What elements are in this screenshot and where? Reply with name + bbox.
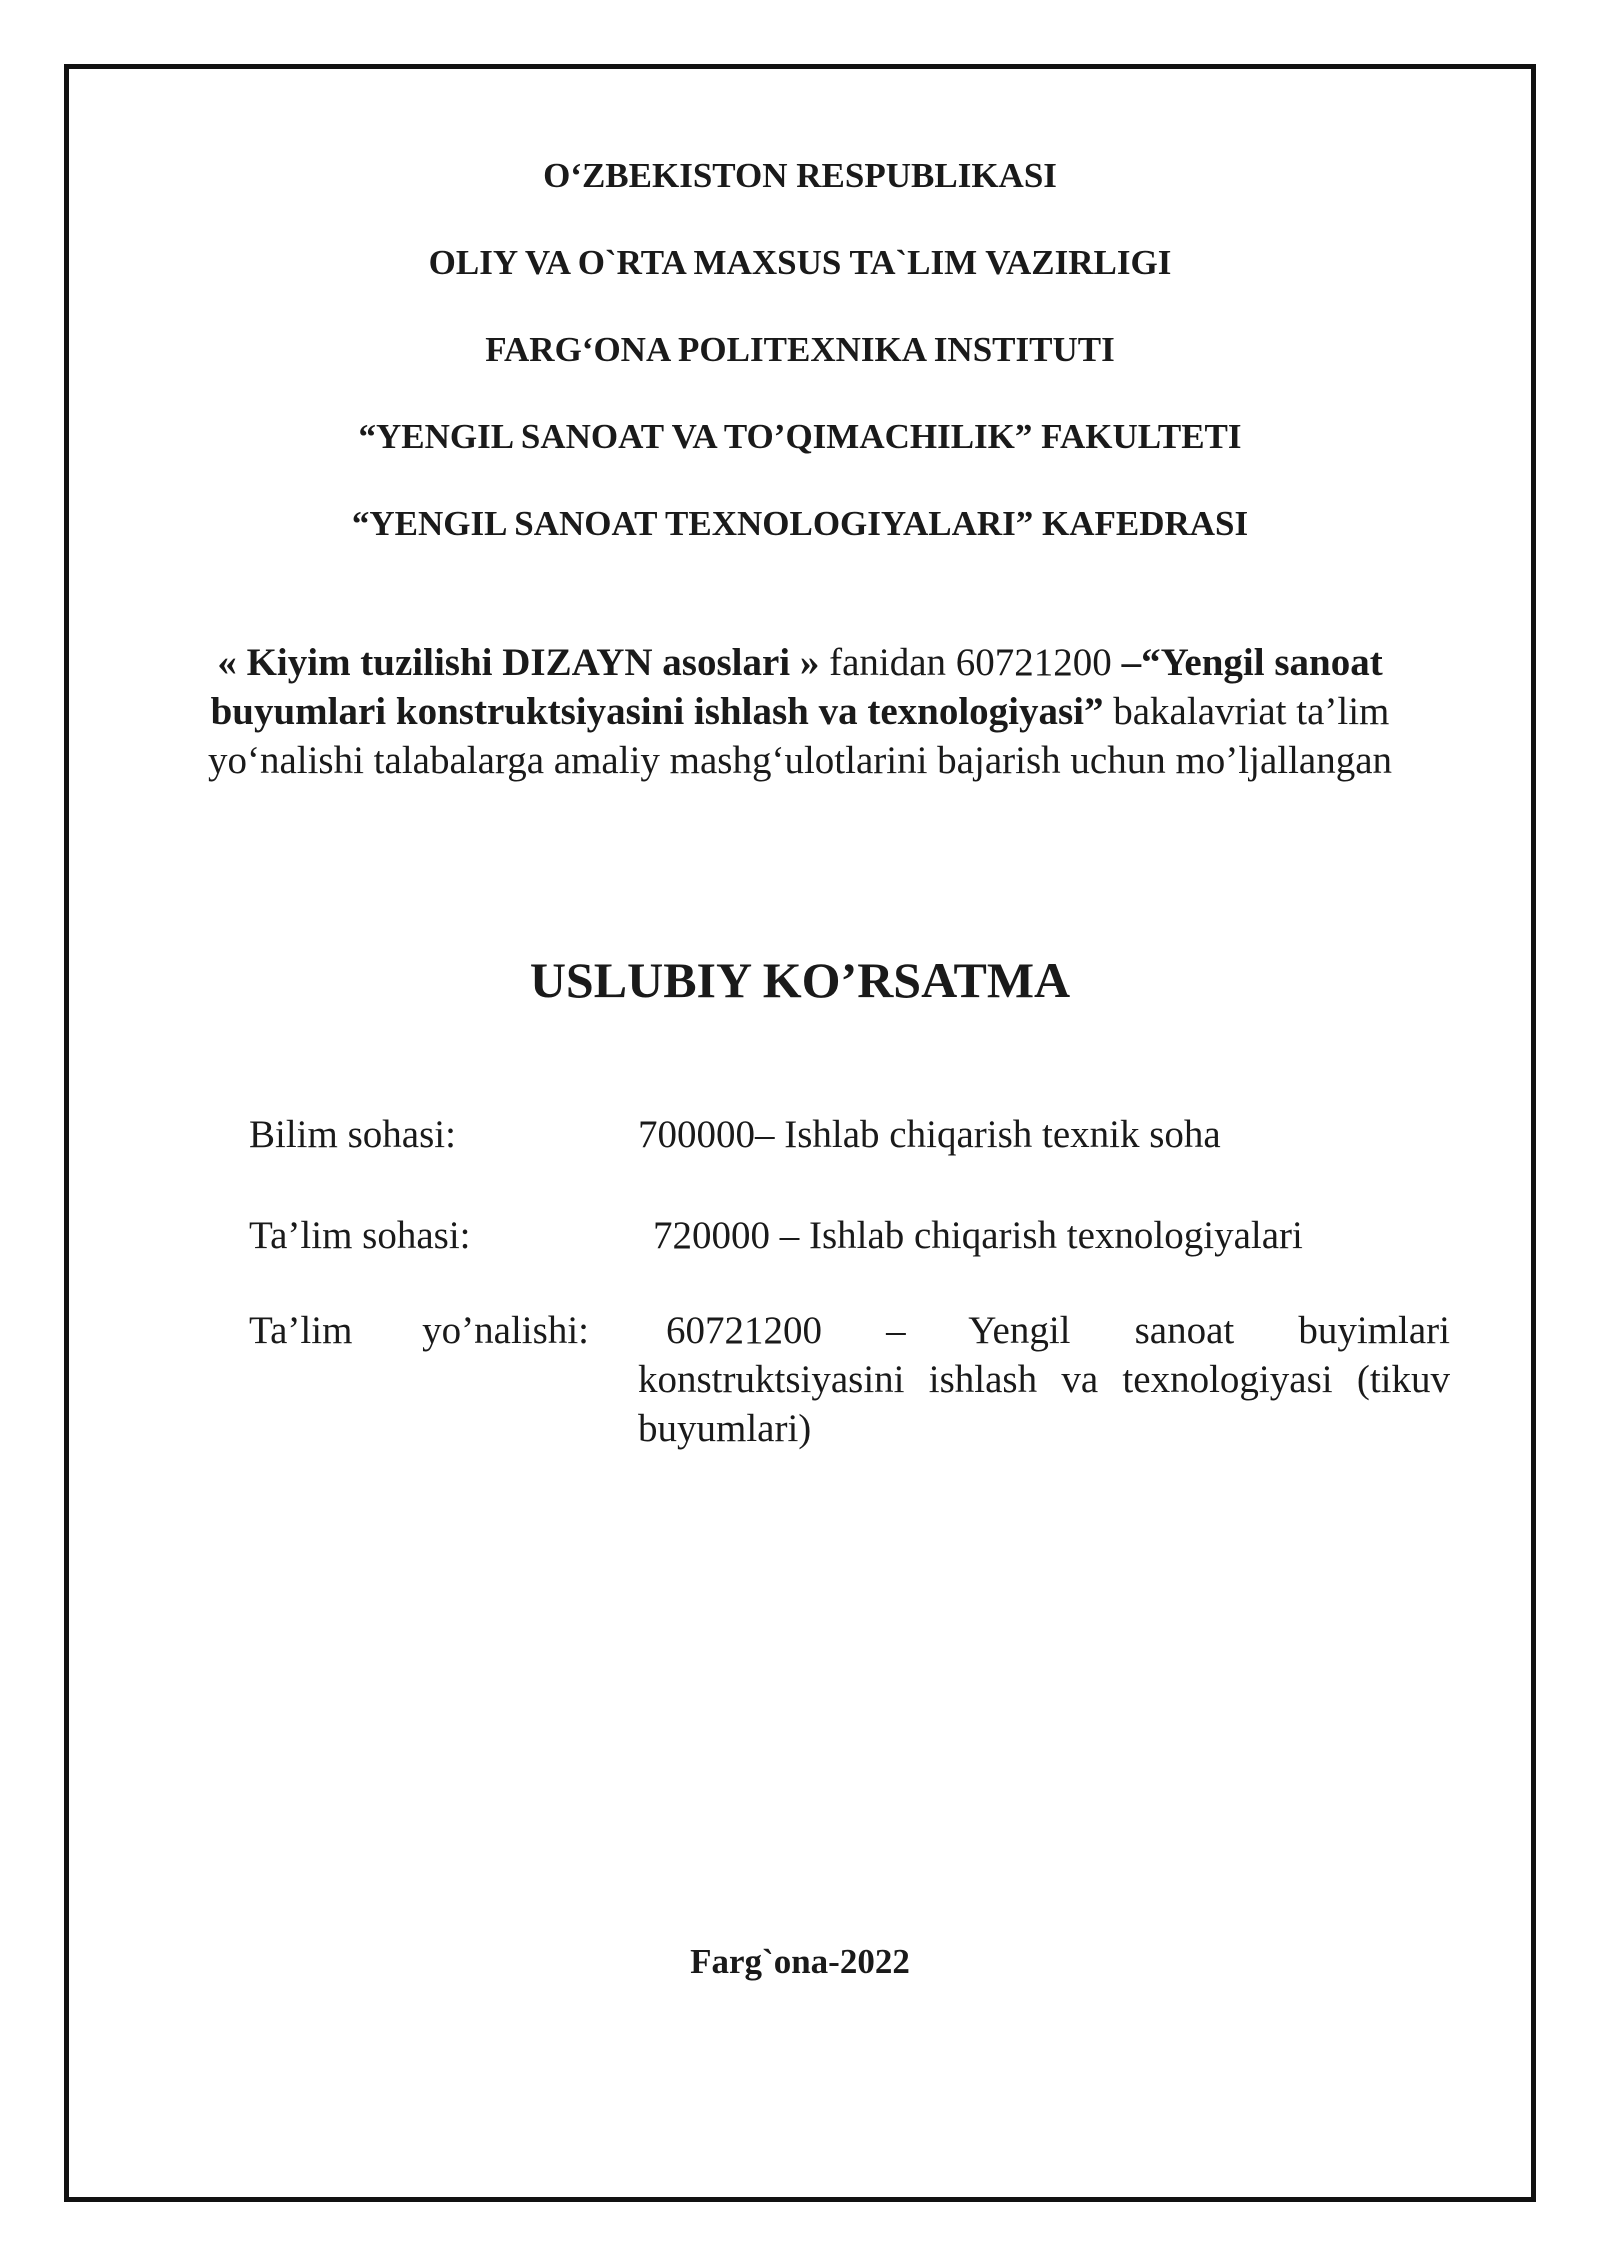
education-direction-label: Ta’lim yo’nalishi:	[249, 1309, 589, 1352]
course-description	[150, 638, 1450, 785]
education-direction-value-rest: konstruktsiyasini ishlash va texnologiyasi (tikuv buyumlari)	[638, 1358, 1450, 1450]
knowledge-area-value: 700000– Ishlab chiqarish texnik soha	[638, 1113, 1221, 1156]
education-area-value: 720000 – Ishlab chiqarish texnologiyalari	[653, 1214, 1303, 1257]
education-direction-value-line1: 60721200 – Yengil sanoat buyimlari	[666, 1309, 1450, 1352]
place-and-year: Farg`ona-2022	[690, 1942, 910, 1981]
ministry-heading: OLIY VA O`RTA MAXSUS TA`LIM VAZIRLIGI	[428, 243, 1172, 282]
knowledge-area-label: Bilim sohasi:	[249, 1113, 456, 1156]
faculty-heading: “YENGIL SANOAT VA TO’QIMACHILIK” FAKULTETI	[358, 417, 1242, 456]
education-area-label: Ta’lim sohasi:	[249, 1214, 471, 1257]
document-title: USLUBIY KO’RSATMA	[529, 952, 1071, 1008]
course-direction: –“Yengil sanoat buyumlari konstruktsiyasini ishlash va texnologiyasi”	[210, 641, 1383, 733]
education-direction-value	[638, 1306, 1450, 1453]
department-heading: “YENGIL SANOAT TEXNOLOGIYALARI” KAFEDRASI	[351, 504, 1249, 543]
course-subject: « Kiyim tuzilishi DIZAYN asoslari »	[217, 641, 820, 684]
course-purpose: bakalavriat ta’lim yo‘nalishi talabalarga amaliy mashg‘ulotlarini bajarish uchun mo’ljallangan	[207, 690, 1393, 782]
institute-heading: FARG‘ONA POLITEXNIKA INSTITUTI	[485, 330, 1115, 369]
course-code-connector: fanidan 60721200	[819, 641, 1122, 684]
republic-heading: O‘ZBEKISTON RESPUBLIKASI	[543, 156, 1057, 195]
